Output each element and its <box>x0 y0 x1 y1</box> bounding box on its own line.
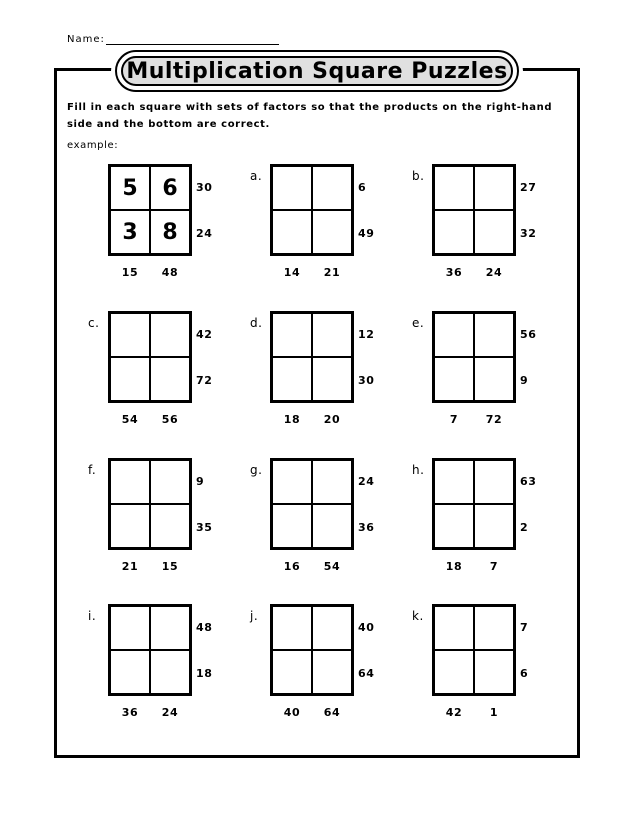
grid-cell[interactable] <box>434 210 474 254</box>
puzzle-block <box>88 458 258 588</box>
puzzle-letter: g. <box>250 463 263 477</box>
grid-cell[interactable] <box>312 606 352 650</box>
row-product: 30 <box>196 181 213 194</box>
column-product: 7 <box>449 413 459 426</box>
puzzle-grid <box>108 458 192 550</box>
grid-cell: 6 <box>150 166 190 210</box>
grid-cell: 8 <box>150 210 190 254</box>
puzzle-letter: k. <box>412 609 424 623</box>
puzzle-block <box>412 604 582 734</box>
row-product: 48 <box>196 621 213 634</box>
puzzle-letter: c. <box>88 316 100 330</box>
puzzle-grid <box>108 604 192 696</box>
puzzle-block <box>250 604 420 734</box>
grid-cell[interactable] <box>272 504 312 548</box>
grid-cell[interactable] <box>434 357 474 401</box>
grid-cell[interactable] <box>150 504 190 548</box>
puzzle-letter: b. <box>412 169 425 183</box>
row-product: 6 <box>358 181 367 194</box>
grid-cell[interactable] <box>434 650 474 694</box>
column-product: 24 <box>485 266 503 279</box>
grid-cell[interactable] <box>110 504 150 548</box>
grid-cell[interactable] <box>150 606 190 650</box>
grid-cell: 5 <box>110 166 150 210</box>
row-product: 42 <box>196 328 213 341</box>
column-product: 24 <box>161 706 179 719</box>
column-product: 15 <box>161 560 179 573</box>
grid-cell[interactable] <box>434 504 474 548</box>
column-product: 72 <box>485 413 503 426</box>
grid-cell[interactable] <box>474 460 514 504</box>
puzzle-grid <box>270 458 354 550</box>
row-product: 36 <box>358 521 375 534</box>
column-product: 64 <box>323 706 341 719</box>
row-product: 9 <box>196 475 205 488</box>
column-product: 15 <box>121 266 139 279</box>
puzzle-letter: i. <box>88 609 97 623</box>
grid-cell[interactable] <box>312 650 352 694</box>
row-product: 40 <box>358 621 375 634</box>
column-product: 36 <box>121 706 139 719</box>
puzzle-letter: d. <box>250 316 263 330</box>
row-product: 24 <box>358 475 375 488</box>
puzzle-letter: f. <box>88 463 97 477</box>
column-product: 1 <box>489 706 499 719</box>
instructions-text: Fill in each square with sets of factors so that the products on the right-hand side and the bottom are correct. <box>67 102 553 130</box>
row-product: 18 <box>196 667 213 680</box>
puzzle-block <box>250 164 420 294</box>
puzzle-grid <box>432 458 516 550</box>
grid-cell[interactable] <box>150 650 190 694</box>
grid-cell[interactable] <box>474 504 514 548</box>
column-product: 20 <box>323 413 341 426</box>
page-title: Multiplication Square Puzzles <box>121 56 513 86</box>
row-product: 72 <box>196 374 213 387</box>
column-product: 36 <box>445 266 463 279</box>
row-product: 24 <box>196 227 213 240</box>
grid-cell[interactable] <box>474 313 514 357</box>
column-product: 40 <box>283 706 301 719</box>
grid-cell[interactable] <box>312 210 352 254</box>
puzzle-block <box>412 164 582 294</box>
puzzle-grid <box>270 311 354 403</box>
grid-cell[interactable] <box>272 210 312 254</box>
grid-cell[interactable] <box>474 650 514 694</box>
puzzle-grid <box>270 164 354 256</box>
grid-cell[interactable] <box>110 313 150 357</box>
puzzle-letter: h. <box>412 463 425 477</box>
puzzle-letter: j. <box>250 609 259 623</box>
row-product: 63 <box>520 475 537 488</box>
row-product: 2 <box>520 521 529 534</box>
grid-cell[interactable] <box>312 166 352 210</box>
puzzle-grid <box>270 604 354 696</box>
puzzle-grid <box>432 164 516 256</box>
grid-cell[interactable] <box>110 650 150 694</box>
puzzle-letter: e. <box>412 316 425 330</box>
puzzle-block <box>88 311 258 441</box>
row-product: 27 <box>520 181 537 194</box>
puzzle-block <box>250 311 420 441</box>
grid-cell[interactable] <box>434 166 474 210</box>
column-product: 18 <box>283 413 301 426</box>
column-product: 48 <box>161 266 179 279</box>
grid-cell[interactable] <box>272 313 312 357</box>
grid-cell[interactable] <box>312 357 352 401</box>
grid-cell[interactable] <box>272 166 312 210</box>
title-banner <box>115 50 519 92</box>
grid-cell[interactable] <box>150 460 190 504</box>
row-product: 64 <box>358 667 375 680</box>
column-product: 54 <box>323 560 341 573</box>
grid-cell[interactable] <box>474 166 514 210</box>
grid-cell[interactable] <box>474 606 514 650</box>
example-label: example: <box>67 140 119 151</box>
puzzle-block <box>412 311 582 441</box>
row-product: 56 <box>520 328 537 341</box>
column-product: 18 <box>445 560 463 573</box>
grid-cell[interactable] <box>150 313 190 357</box>
puzzle-block <box>412 458 582 588</box>
row-product: 30 <box>358 374 375 387</box>
name-field-line[interactable] <box>106 44 279 45</box>
puzzle-letter: a. <box>250 169 263 183</box>
column-product: 16 <box>283 560 301 573</box>
grid-cell[interactable] <box>272 606 312 650</box>
example-puzzle <box>108 164 258 294</box>
puzzle-grid <box>432 604 516 696</box>
grid-cell[interactable] <box>272 357 312 401</box>
grid-cell[interactable] <box>312 460 352 504</box>
column-product: 7 <box>489 560 499 573</box>
column-product: 56 <box>161 413 179 426</box>
grid-cell[interactable] <box>150 357 190 401</box>
puzzle-grid <box>108 311 192 403</box>
row-product: 32 <box>520 227 537 240</box>
grid-cell[interactable] <box>312 504 352 548</box>
column-product: 42 <box>445 706 463 719</box>
grid-cell[interactable] <box>312 313 352 357</box>
row-product: 6 <box>520 667 529 680</box>
grid-cell[interactable] <box>110 606 150 650</box>
row-product: 7 <box>520 621 529 634</box>
puzzle-block <box>88 604 258 734</box>
grid-cell[interactable] <box>434 313 474 357</box>
row-product: 9 <box>520 374 529 387</box>
grid-cell[interactable] <box>110 460 150 504</box>
column-product: 14 <box>283 266 301 279</box>
grid-cell[interactable] <box>272 650 312 694</box>
row-product: 35 <box>196 521 213 534</box>
row-product: 49 <box>358 227 375 240</box>
column-product: 21 <box>323 266 341 279</box>
puzzle-block <box>250 458 420 588</box>
grid-cell[interactable] <box>434 460 474 504</box>
column-product: 54 <box>121 413 139 426</box>
row-product: 12 <box>358 328 375 341</box>
name-label: Name: <box>67 34 105 45</box>
grid-cell[interactable] <box>474 210 514 254</box>
grid-cell[interactable] <box>474 357 514 401</box>
puzzle-grid <box>108 164 192 256</box>
grid-cell[interactable] <box>110 357 150 401</box>
grid-cell[interactable] <box>272 460 312 504</box>
grid-cell: 3 <box>110 210 150 254</box>
column-product: 21 <box>121 560 139 573</box>
puzzle-grid <box>432 311 516 403</box>
grid-cell[interactable] <box>434 606 474 650</box>
